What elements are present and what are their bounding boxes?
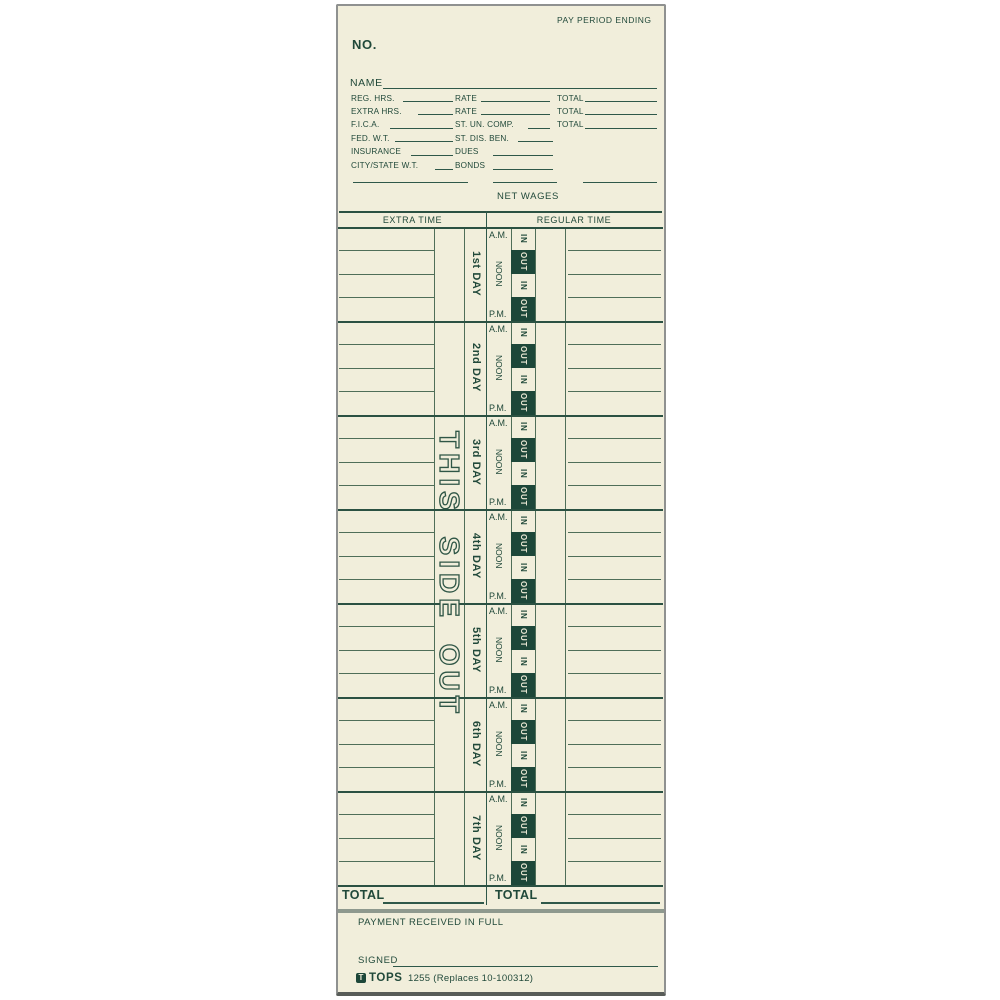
- punch-out-cell: OUT: [511, 438, 535, 462]
- regular-time-write-line: [568, 556, 661, 557]
- write-line: [418, 114, 453, 115]
- regular-time-write-line: [568, 485, 661, 486]
- time-card: [336, 4, 666, 996]
- punch-out-cell: OUT: [511, 579, 535, 603]
- regular-time-write-line: [568, 438, 661, 439]
- punch-out-cell: OUT: [511, 767, 535, 791]
- extra-time-write-line: [339, 368, 434, 369]
- punch-in-cell: IN: [519, 657, 528, 667]
- write-line: [481, 114, 550, 115]
- write-line: [585, 114, 657, 115]
- punch-in-cell: IN: [519, 704, 528, 714]
- write-line: [585, 128, 657, 129]
- pm-label: P.M.: [489, 497, 507, 507]
- day-block: [338, 697, 664, 791]
- extra-time-write-line: [339, 438, 434, 439]
- payment-received-label: PAYMENT RECEIVED IN FULL: [358, 917, 504, 928]
- day-label: 4th DAY: [470, 533, 482, 579]
- payroll-row-total-label: TOTAL: [557, 120, 584, 129]
- regular-time-write-line: [568, 861, 661, 862]
- pm-label: P.M.: [489, 309, 507, 319]
- write-line: [583, 182, 657, 183]
- am-label: A.M.: [489, 700, 508, 710]
- write-line: [395, 141, 453, 142]
- payroll-row-mid-label: RATE: [455, 94, 478, 103]
- extra-time-write-line: [339, 532, 434, 533]
- write-line: [493, 155, 553, 156]
- payroll-row-label: EXTRA HRS.: [351, 107, 402, 116]
- day-label: 1st DAY: [470, 251, 482, 297]
- payroll-row-mid-label: DUES: [455, 147, 479, 156]
- extra-time-header: EXTRA TIME: [382, 215, 443, 225]
- day-block: [338, 603, 664, 697]
- payroll-row-label: FED. W.T.: [351, 134, 390, 143]
- pm-label: P.M.: [489, 685, 507, 695]
- payroll-row-total-label: TOTAL: [557, 107, 584, 116]
- punch-in-cell: IN: [519, 516, 528, 526]
- extra-time-write-line: [339, 250, 434, 251]
- day-block: [338, 227, 664, 321]
- noon-label: NOON: [494, 824, 504, 851]
- extra-time-write-line: [339, 720, 434, 721]
- signature-line: [393, 966, 658, 967]
- regular-time-write-line: [568, 250, 661, 251]
- day-divider-line: [338, 415, 663, 417]
- write-line: [481, 101, 550, 102]
- regular-time-write-line: [568, 274, 661, 275]
- pm-label: P.M.: [489, 403, 507, 413]
- pm-label: P.M.: [489, 873, 507, 883]
- this-side-out-text: THIS SIDE OUT: [434, 430, 465, 718]
- extra-time-write-line: [339, 650, 434, 651]
- extra-time-write-line: [339, 673, 434, 674]
- punch-out-cell: OUT: [511, 720, 535, 744]
- day-label: 5th DAY: [470, 627, 482, 673]
- noon-label: NOON: [494, 730, 504, 757]
- extra-time-write-line: [339, 391, 434, 392]
- day-label: 2nd DAY: [470, 343, 482, 393]
- extra-time-write-line: [339, 814, 434, 815]
- payroll-row-label: REG. HRS.: [351, 94, 395, 103]
- regular-time-write-line: [568, 767, 661, 768]
- am-label: A.M.: [489, 324, 508, 334]
- day-block: [338, 321, 664, 415]
- regular-time-write-line: [568, 391, 661, 392]
- day-block: [338, 509, 664, 603]
- noon-label: NOON: [494, 354, 504, 381]
- day-divider-line: [338, 791, 663, 793]
- payroll-row-mid-label: BONDS: [455, 161, 486, 170]
- punch-out-cell: OUT: [511, 532, 535, 556]
- extra-time-write-line: [339, 838, 434, 839]
- punch-in-cell: IN: [519, 328, 528, 338]
- day-divider-line: [338, 603, 663, 605]
- pm-label: P.M.: [489, 779, 507, 789]
- punch-out-cell: OUT: [511, 250, 535, 274]
- noon-label: NOON: [494, 260, 504, 287]
- signed-label: SIGNED: [358, 955, 399, 966]
- punch-out-cell: OUT: [511, 861, 535, 885]
- day-label: 6th DAY: [470, 721, 482, 767]
- extra-time-write-line: [339, 274, 434, 275]
- punch-in-cell: IN: [519, 469, 528, 479]
- payroll-row-label: F.I.C.A.: [351, 120, 380, 129]
- name-label: NAME: [350, 77, 383, 89]
- total-write-line: [541, 902, 660, 904]
- punch-out-cell: OUT: [511, 626, 535, 650]
- day-divider-line: [338, 509, 663, 511]
- extra-time-write-line: [339, 462, 434, 463]
- payroll-row-mid-label: ST. DIS. BEN.: [455, 134, 510, 143]
- regular-time-write-line: [568, 532, 661, 533]
- am-label: A.M.: [489, 230, 508, 240]
- day-block: [338, 791, 664, 885]
- day-label: 7th DAY: [470, 815, 482, 861]
- regular-time-write-line: [568, 579, 661, 580]
- extra-time-write-line: [339, 744, 434, 745]
- punch-out-cell: OUT: [511, 485, 535, 509]
- pm-label: P.M.: [489, 591, 507, 601]
- write-line: [411, 155, 453, 156]
- regular-time-write-line: [568, 462, 661, 463]
- regular-time-write-line: [568, 650, 661, 651]
- extra-time-total-label: TOTAL: [342, 888, 385, 902]
- day-divider-line: [338, 697, 663, 699]
- payroll-row-mid-label: ST. UN. COMP.: [455, 120, 514, 129]
- tops-logo-icon: [356, 973, 366, 983]
- punch-out-cell: OUT: [511, 814, 535, 838]
- regular-time-write-line: [568, 838, 661, 839]
- extra-time-write-line: [339, 861, 434, 862]
- pay-period-ending-label: PAY PERIOD ENDING: [557, 15, 652, 25]
- total-write-line: [383, 902, 484, 904]
- payroll-row-total-label: TOTAL: [557, 94, 584, 103]
- payroll-row-label: INSURANCE: [351, 147, 402, 156]
- punch-out-cell: OUT: [511, 391, 535, 415]
- write-line: [353, 182, 468, 183]
- extra-time-write-line: [339, 767, 434, 768]
- punch-out-cell: OUT: [511, 344, 535, 368]
- punch-in-cell: IN: [519, 281, 528, 291]
- noon-label: NOON: [494, 448, 504, 475]
- extra-time-write-line: [339, 344, 434, 345]
- day-divider-line: [338, 321, 663, 323]
- grid-bottom-rule: [338, 885, 663, 887]
- brand-name: TOPS: [369, 972, 403, 984]
- write-line: [528, 128, 550, 129]
- am-label: A.M.: [489, 794, 508, 804]
- payroll-row-mid-label: RATE: [455, 107, 478, 116]
- write-line: [390, 128, 453, 129]
- regular-time-write-line: [568, 344, 661, 345]
- day-grid: [338, 227, 664, 885]
- form-number-note: 1255 (Replaces 10-100312): [408, 973, 534, 984]
- day-block: [338, 415, 664, 509]
- regular-time-total-label: TOTAL: [495, 888, 538, 902]
- regular-time-write-line: [568, 626, 661, 627]
- am-label: A.M.: [489, 606, 508, 616]
- punch-in-cell: IN: [519, 234, 528, 244]
- regular-time-write-line: [568, 368, 661, 369]
- regular-time-write-line: [568, 744, 661, 745]
- noon-label: NOON: [494, 636, 504, 663]
- am-label: A.M.: [489, 512, 508, 522]
- punch-in-cell: IN: [519, 563, 528, 573]
- punch-in-cell: IN: [519, 375, 528, 385]
- write-line: [493, 169, 553, 170]
- payroll-row-label: CITY/STATE W.T.: [351, 161, 419, 170]
- table-top-rule: [339, 211, 662, 213]
- extra-time-write-line: [339, 556, 434, 557]
- regular-time-write-line: [568, 673, 661, 674]
- extra-time-write-line: [339, 485, 434, 486]
- punch-out-cell: OUT: [511, 297, 535, 321]
- punch-out-cell: OUT: [511, 673, 535, 697]
- extra-time-write-line: [339, 626, 434, 627]
- punch-in-cell: IN: [519, 798, 528, 808]
- extra-time-write-line: [339, 579, 434, 580]
- punch-in-cell: IN: [519, 845, 528, 855]
- am-label: A.M.: [489, 418, 508, 428]
- employee-number-label: NO.: [352, 37, 377, 52]
- punch-in-cell: IN: [519, 610, 528, 620]
- write-line: [493, 182, 557, 183]
- regular-time-write-line: [568, 720, 661, 721]
- regular-time-header: REGULAR TIME: [536, 215, 612, 225]
- section-divider-bar: [338, 909, 664, 913]
- name-write-line: [383, 88, 657, 89]
- noon-label: NOON: [494, 542, 504, 569]
- net-wages-label: NET WAGES: [497, 191, 559, 202]
- extra-time-write-line: [339, 297, 434, 298]
- write-line: [585, 101, 657, 102]
- write-line: [435, 169, 453, 170]
- punch-in-cell: IN: [519, 422, 528, 432]
- regular-time-write-line: [568, 814, 661, 815]
- punch-in-cell: IN: [519, 751, 528, 761]
- day-label: 3rd DAY: [470, 438, 482, 486]
- write-line: [518, 141, 553, 142]
- write-line: [403, 101, 453, 102]
- day-divider-line: [338, 227, 663, 229]
- regular-time-write-line: [568, 297, 661, 298]
